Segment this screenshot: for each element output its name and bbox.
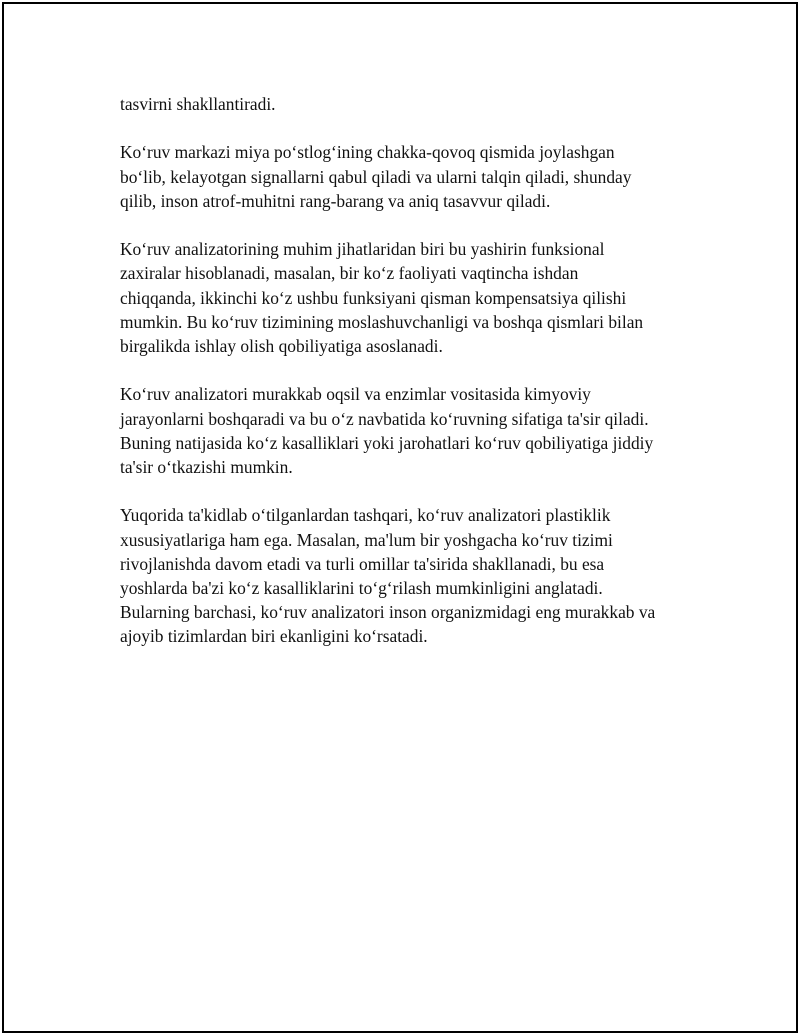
paragraph-continuation: tasvirni shakllantiradi. (120, 94, 276, 114)
paragraph-functional-reserves: Ko‘ruv analizatorining muhim jihatlaridan biri bu yashirin funksional zaxiralar hisoblanadi, masalan, bir ko‘z faoliyati vaqtincha ishdan chiqqanda, ikkinchi ko‘z ushbu funksiyani qisman kompensatsiya qilishi mumkin. Bu ko‘ruv tizimining moslashuvchanligi va boshqa qismlari bilan birgalikda ishlay olish qobiliyatiga asoslanadi. (120, 239, 644, 356)
paragraph-chemical-processes: Ko‘ruv analizatori murakkab oqsil va enzimlar vositasida kimyoviy jarayonlarni boshqaradi va bu o‘z navbatida ko‘ruvning sifatiga ta'sir qiladi. Buning natijasida ko‘z kasalliklari yoki jarohatlari ko‘ruv qobiliyatiga jiddiy ta'sir o‘tkazishi mumkin. (120, 384, 654, 477)
paragraph-visual-center: Ko‘ruv markazi miya po‘stlog‘ining chakka-qovoq qismida joylashgan bo‘lib, kelayotgan signallarni qabul qiladi va ularni talqin qiladi, shunday qilib, inson atrof-muhitni rang-barang va aniq tasavvur qiladi. (120, 142, 632, 211)
paragraph-plasticity: Yuqorida ta'kidlab o‘tilganlardan tashqari, ko‘ruv analizatori plastiklik xususiyatlariga ham ega. Masalan, ma'lum bir yoshgacha ko‘ruv tizimi rivojlanishda davom etadi va turli omillar ta'sirida shakllanadi, bu esa yoshlarda ba'zi ko‘z kasalliklarini to‘g‘rilash mumkinligini anglatadi. Bularning barchasi, ko‘ruv analizatori inson organizmidagi eng murakkab va ajoyib tizimlardan biri ekanligini ko‘rsatadi. (120, 505, 656, 647)
document-body (120, 92, 700, 673)
document-page (2, 2, 798, 1033)
